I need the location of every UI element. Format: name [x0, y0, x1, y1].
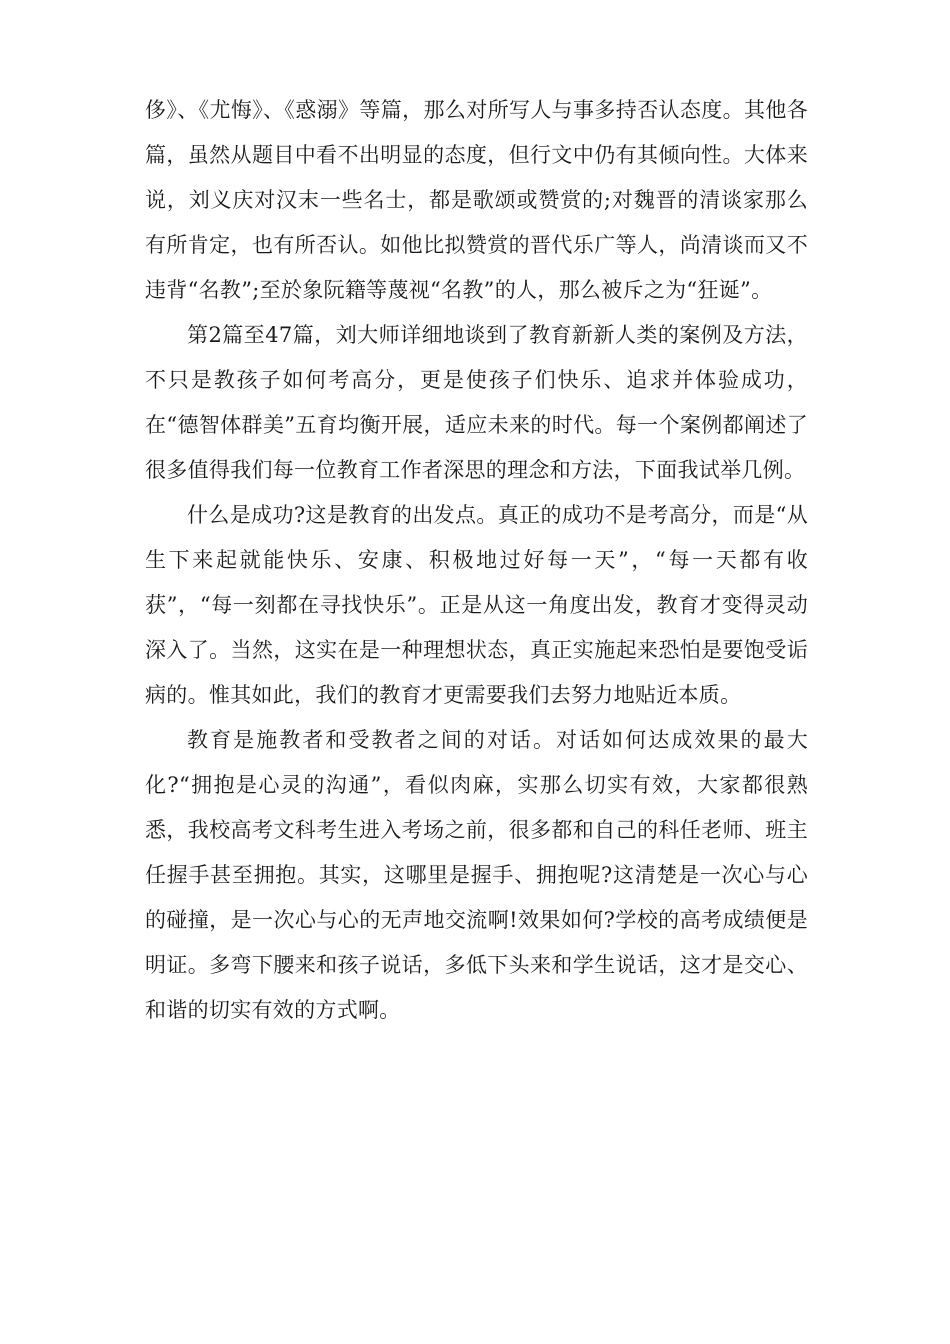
- paragraph-4: 教育是施教者和受教者之间的对话。对话如何达成效果的最大化?“拥抱是心灵的沟通”，看似肉麻，实那么切实有效，大家都很熟悉，我校高考文科考生进入考场之前，很多都和自己的科任老师、班主任握手甚至拥抱。其实，这哪里是握手、拥抱呢?这清楚是一次心与心的碰撞，是一次心与心的无声地交流啊!效果如何?学校的高考成绩便是明证。多弯下腰来和孩子说话，多低下头来和学生说话，这才是交心、和谐的切实有效的方式啊。: [145, 728, 808, 1022]
- document-body: [145, 88, 808, 1033]
- paragraph-3: 什么是成功?这是教育的出发点。真正的成功不是考高分，而是“从生下来起就能快乐、安康、积极地过好每一天”，“每一天都有收获”，“每一刻都在寻找快乐”。正是从这一角度出发，教育才变得灵动深入了。当然，这实在是一种理想状态，真正实施起来恐怕是要饱受诟病的。惟其如此，我们的教育才更需要我们去努力地贴近本质。: [145, 503, 808, 707]
- paragraph-2: 第2篇至47篇，刘大师详细地谈到了教育新新人类的案例及方法，不只是教孩子如何考高分，更是使孩子们快乐、追求并体验成功，在“德智体群美”五育均衡开展，适应未来的时代。每一个案例都阐述了很多值得我们每一位教育工作者深思的理念和方法，下面我试举几例。: [145, 323, 808, 482]
- paragraph-1: 侈》、《尤悔》、《惑溺》等篇，那么对所写人与事多持否认态度。其他各篇，虽然从题目中看不出明显的态度，但行文中仍有其倾向性。大体来说，刘义庆对汉末一些名士，都是歌颂或赞赏的;对魏晋的清谈家那么有所肯定，也有所否认。如他比拟赞赏的晋代乐广等人，尚清谈而又不违背“名教”;至於象阮籍等蔑视“名教”的人，那么被斥之为“狂诞”。: [145, 98, 808, 302]
